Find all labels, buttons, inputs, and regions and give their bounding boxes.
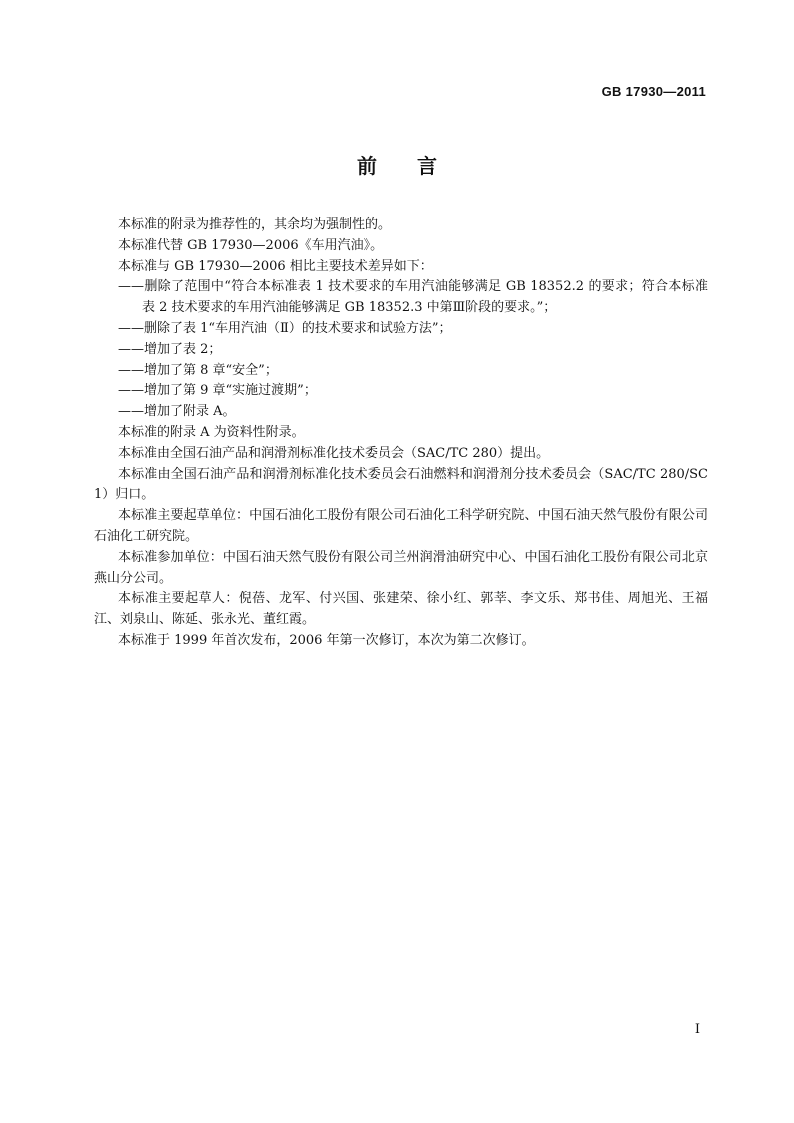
paragraph-differences-intro: 本标准与 GB 17930—2006 相比主要技术差异如下： [118, 258, 433, 274]
paragraph-participating-units: 本标准参加单位：中国石油天然气股份有限公司兰州润滑油研究中心、中国石油化工股份有限公司北京燕山分公司。 [94, 549, 708, 586]
page-title: 前言 [357, 154, 477, 178]
paragraph-under-jurisdiction: 本标准由全国石油产品和润滑剂标准化技术委员会石油燃料和润滑剂分技术委员会（SAC/TC 280/SC 1）归口。 [94, 466, 708, 503]
paragraph-annex-informative: 本标准的附录 A 为资料性附录。 [118, 424, 305, 440]
paragraph-replaces: 本标准代替 GB 17930—2006《车用汽油》。 [118, 237, 384, 253]
list-item-deleted-table1: ——删除了表 1“车用汽油（Ⅱ）的技术要求和试验方法”； [118, 320, 452, 336]
standard-code-header: GB 17930—2011 [601, 84, 706, 99]
foreword-body [94, 215, 708, 652]
paragraph-proposed-by: 本标准由全国石油产品和润滑剂标准化技术委员会（SAC/TC 280）提出。 [118, 445, 550, 461]
list-item-added-chapter8: ——增加了第 8 章“安全”； [118, 362, 278, 378]
list-item-added-table2: ——增加了表 2； [118, 341, 222, 357]
paragraph-drafters: 本标准主要起草人：倪蓓、龙军、付兴国、张建荣、徐小红、郭莘、李文乐、郑书佳、周旭光、王福江、刘泉山、陈延、张永光、董红霞。 [94, 591, 708, 628]
list-item-deleted-scope: ——删除了范围中“符合本标准表 1 技术要求的车用汽油能够满足 GB 18352.2 的要求；符合本标准表 2 技术要求的车用汽油能够满足 GB 18352.3 中第Ⅲ阶段的要求。”； [118, 279, 708, 316]
page-number: I [694, 1022, 700, 1037]
paragraph-history: 本标准于 1999 年首次发布，2006 年第一次修订，本次为第二次修订。 [118, 632, 535, 648]
list-item-added-annex-a: ——增加了附录 A。 [118, 404, 236, 420]
list-item-added-chapter9: ——增加了第 9 章“实施过渡期”； [118, 383, 317, 399]
paragraph-drafting-units: 本标准主要起草单位：中国石油化工股份有限公司石油化工科学研究院、中国石油天然气股份有限公司石油化工研究院。 [94, 508, 708, 544]
paragraph-annex-nature: 本标准的附录为推荐性的，其余均为强制性的。 [118, 217, 392, 232]
